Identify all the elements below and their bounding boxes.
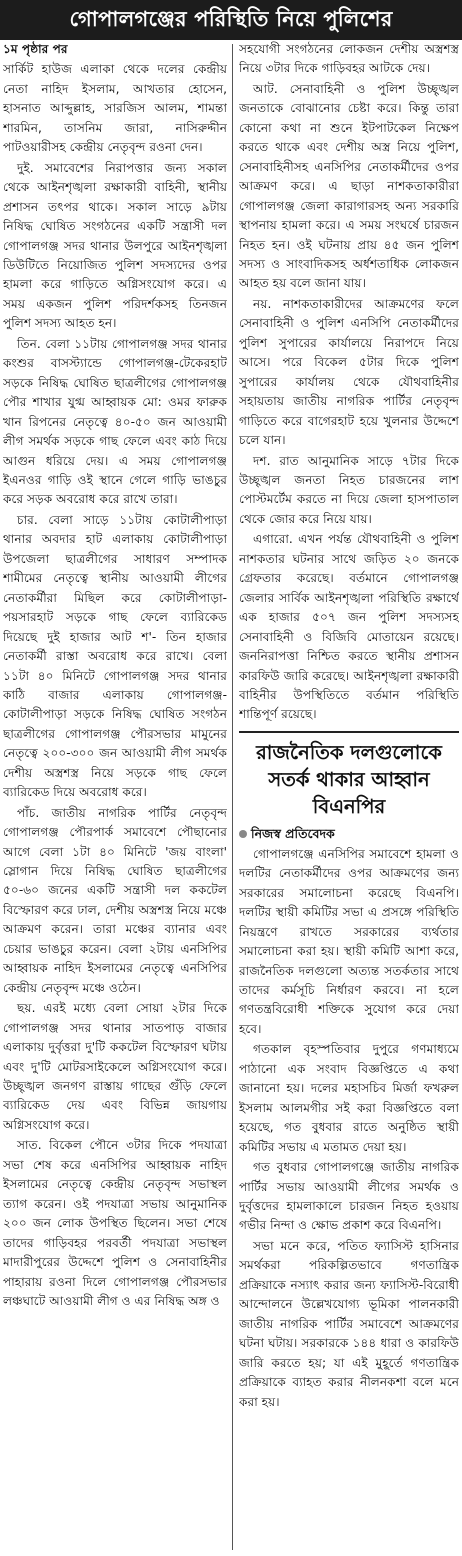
article-paragraph: তিন. বেলা ১১টায় গোপালগঞ্জ সদর থানার কংশুর বাসস্ট্যান্ডে গোপালগঞ্জ-টেকেরহাট সড়কে নিষিদ্ধ ঘোষিত ছাত্রলীগের গোপালগঞ্জ পৌর শাখার যুগ্ম আহ্বায়ক মো: ওমর ফারুক খান রিপনের নেতৃত্বে ৪০-৫০ জন আওয়ামী লীগ সমর্থক সড়কে গাছ ফেলে এবং কাঠ দিয়ে আগুন ধরিয়ে দেয়। এ সময় গোপালগঞ্জ ইএনওর গাড়ি ওই স্থানে গেলে গাড়ি ভাঙচুর করে সড়ক অবরোধ করে রাখে তারা।: [3, 336, 227, 507]
article-paragraph: গতকাল বৃহস্পতিবার দুপুরে গণমাধ্যমে পাঠানো এক সংবাদ বিজ্ঞপ্তিতে এ কথা জানানো হয়। দলের মহাসচিব মির্জা ফখরুল ইসলাম আলমগীর সই করা বিজ্ঞপ্তিতে বলা হয়েছে, গত বুধবার রাতে অনুষ্ঠিত স্থায়ী কমিটির সভায় এ মতামত দেয়া হয়।: [239, 1042, 459, 1154]
article-paragraph: গত বুধবার গোপালগঞ্জে জাতীয় নাগরিক পার্টির সভায় আওয়ামী লীগের সমর্থক ও দুর্বৃত্তদের হামলাকালে চারজন নিহত হওয়ায় গভীর নিন্দা ও ক্ষোভ প্রকাশ করে বিএনপি।: [239, 1160, 459, 1233]
bullet-icon: [239, 830, 247, 838]
column-divider: [232, 44, 233, 1550]
article-paragraph: আট. সেনাবাহিনী ও পুলিশ উচ্ছৃঙ্খল জনতাকে বোঝানোর চেষ্টা করে। কিন্তু তারা কোনো কথা না শুনে ইটপাটকেল নিক্ষেপ করতে থাকে এবং দেশীয় অস্ত্র নিয়ে পুলিশ, সেনাবাহিনীসহ এনসিপির নেতাকর্মীদের ওপর আক্রমণ করে। এ ছাড়া নাশকতাকারীরা গোপালগঞ্জ জেলা কারাগারসহ অন্য সরকারি স্থাপনায় হামলা করে। এ সময় সংঘর্ষে চারজন নিহত হন। ওই ঘটনায় প্রায় ৪৫ জন পুলিশ সদস্য ও সাংবাদিকসহ অর্ধশতাধিক লোকজন আহত হয় বলে জানা যায়।: [239, 81, 459, 291]
reporter-byline: [239, 824, 459, 844]
second-story-headline: রাজনৈতিক দলগুলোকে সতর্ক থাকার আহ্বান বিএনপির: [256, 740, 442, 818]
article-paragraph: গোপালগঞ্জে এনসিপির সমাবেশে হামলা ও দলটির নেতাকর্মীদের ওপর আক্রমণের জন্য সরকারের সমালোচনা করেছে বিএনপি। দলটির স্থায়ী কমিটির সভা এ প্রসঙ্গে পরিস্থিতি নিয়ন্ত্রণে রাখতে সরকারের ব্যর্থতার সমালোচনা করা হয়। স্থায়ী কমিটি আশা করে, রাজনৈতিক দলগুলো অত্যন্ত সতর্কতার সাথে তাদের কর্মসূচি নির্ধারণ করবে। না হলে গণতন্ত্রবিরোধী শক্তিকে সুযোগ করে দেয়া হবে।: [239, 846, 459, 1036]
article-paragraph: সাত. বিকেল পৌনে ৩টার দিকে পদযাত্রা সভা শেষ করে এনসিপির আহ্বায়ক নাহিদ ইসলামের নেতৃত্বে কেন্দ্রীয় নেতৃবৃন্দ সভাস্থল ত্যাগ করেন। ওই পদযাত্রা সভায় আনুমানিক ২০০ জন লোক উপস্থিত ছিলেন। সভা শেষে তাদের গাড়িবহর পরবর্তী পদযাত্রা সভাস্থল মাদারীপুরের উদ্দেশে পুলিশ ও সেনাবাহিনীর পাহারায় রওনা দিলে গোপালগঞ্জ পৌরসভার লঞ্চঘাটে আওয়ামী লীগ ও এর নিষিদ্ধ অঙ্গ ও: [3, 1138, 227, 1308]
article-paragraph: এগারো. এখন পর্যন্ত যৌথবাহিনী ও পুলিশ নাশকতার ঘটনার সাথে জড়িত ২০ জনকে গ্রেফতার করেছে। বর্তমানে গোপালগঞ্জ জেলার সার্বিক আইনশৃঙ্খলা পরিস্থিতি রক্ষার্থে এক হাজার ৫০৭ জন পুলিশ সদস্যসহ সেনাবাহিনী ও বিজিবি মোতায়েন রয়েছে। জননিরাপত্তা নিশ্চিত করতে স্থানীয় প্রশাসন কারফিউ জারি করেছে। আইনশৃঙ্খলা রক্ষাকারী বাহিনীর উপস্থিতিতে বর্তমান পরিস্থিতি শান্তিপূর্ণ রয়েছে।: [239, 532, 459, 722]
article-paragraph: সভা মনে করে, পতিত ফ্যাসিস্ট হাসিনার সমর্থকরা পরিকল্পিতভাবে গণতান্ত্রিক প্রক্রিয়াকে নস্যাৎ করার জন্য ফ্যাসিস্ট-বিরোধী আন্দোলনে উল্লেখযোগ্য ভূমিকা পালনকারী জাতীয় নাগরিক পার্টির সমাবেশে আক্রমণের ঘটনা ঘটায়। সরকারকে ১৪৪ ধারা ও কারফিউ জারি করতে হয়; যা এই মুহূর্তে গণতান্ত্রিক প্রক্রিয়াকে ব্যাহত করার নীলনকশা বলে মনে করা হয়।: [239, 1238, 459, 1409]
right-column: [239, 40, 459, 1554]
article-paragraph: পাঁচ. জাতীয় নাগরিক পার্টির নেতৃবৃন্দ গোপালগঞ্জ পৌরপার্ক সমাবেশে পৌছানোর আগে বেলা ১টা ৪০ মিনিটে 'জয় বাংলা' স্লোগান দিয়ে নিষিদ্ধ ঘোষিত ছাত্রলীগের ৫০-৬০ জনের একটি সন্ত্রাসী দল ককটেল বিস্ফোরণ করে ঢাল, দেশীয় অস্ত্রশস্ত্র নিয়ে মঞ্চে আক্রমণ করেন। তারা মঞ্চের ব্যানার এবং চেয়ার ভাঙচুর করেন। বেলা ২টায় এনসিপির আহ্বায়ক নাহিদ ইসলামের নেতৃত্বে এনসিপির কেন্দ্রীয় নেতৃবৃন্দ মঞ্চে ওঠেন।: [3, 805, 227, 995]
left-column: [3, 40, 227, 1554]
article-paragraph: নয়. নাশকতাকারীদের আক্রমণের ফলে সেনাবাহিনী ও পুলিশ এনসিপি নেতাকর্মীদের পুলিশ সুপারের কার্যালয়ে নিরাপদে নিয়ে আসে। পরে বিকেল ৫টার দিকে পুলিশ সুপারের কার্যালয় থেকে যৌথবাহিনীর সহায়তায় জাতীয় নাগরিক পার্টির নেতৃবৃন্দ গাড়িতে করে বাগেরহাট হয়ে খুলনার উদ্দেশে চলে যান।: [239, 296, 459, 448]
headline: গোপালগঞ্জের পরিস্থিতি নিয়ে পুলিশের: [0, 0, 462, 40]
article-paragraph: সার্কিট হাউজ এলাকা থেকে দলের কেন্দ্রীয় নেতা নাহিদ ইসলাম, আখতার হোসেন, হাসনাত আব্দুল্লাহ, সারজিস আলম, শামন্তা শারমিন, তাসনিম জারা, নাসিরুদ্দীন পাটওয়ারীসহ কেন্দ্রীয় নেতৃবৃন্দ রওনা দেন।: [3, 62, 227, 155]
article-paragraph: দুই. সমাবেশের নিরাপত্তার জন্য সকাল থেকে আইনশৃঙ্খলা রক্ষাকারী বাহিনী, স্থানীয় প্রশাসন তৎপর থাকে। সকাল সাড়ে ৯টায় নিষিদ্ধ ঘোষিত সংগঠনের একটি সন্ত্রাসী দল গোপালগঞ্জ সদর থানার উলপুরে আইনশৃঙ্খলা ডিউটিতে নিয়োজিত পুলিশ সদস্যদের ওপর হামলা করে গাড়িতে অগ্নিসংযোগ করে। এ সময় একজন পুলিশ পরিদর্শকসহ তিনজন পুলিশ সদস্য আহত হন।: [3, 160, 227, 331]
section-divider: [239, 731, 459, 733]
article-paragraph: সহযোগী সংগঠনের লোকজন দেশীয় অস্ত্রশস্ত্র নিয়ে ৩টার দিকে গাড়িবহর আটকে দেয়।: [239, 42, 459, 76]
reporter-name: নিজস্ব প্রতিবেদক: [251, 825, 335, 841]
continued-label: ১ম পৃষ্ঠার পর: [3, 42, 68, 56]
article-paragraph: দশ. রাত আনুমানিক সাড়ে ৭টার দিকে উচ্ছৃঙ্খল জনতা নিহত চারজনের লাশ পোস্টমর্টেম করতে না দিয়ে জেলা হাসপাতাল থেকে জোর করে নিয়ে যায়।: [239, 453, 459, 526]
article-paragraph: চার. বেলা সাড়ে ১১টায় কোটালীপাড়া থানার অবদার হাট এলাকায় কোটালীপাড়া উপজেলা ছাত্রলীগের সাধারণ সম্পাদক শামীমের নেতৃত্বে স্থানীয় আওয়ামী লীগের নেতাকর্মীরা মিছিল করে কোটালীপাড়া-পয়সারহাট সড়কে গাছ ফেলে ব্যারিকেড দিয়েছে দুই হাজার আট শ'- তিন হাজার নেতাকর্মী রাস্তা অবরোধ করে রাখে। বেলা ১১টা ৪০ মিনিটে গোপালগঞ্জ সদর থানার কাঠি বাজার এলাকায় গোপালগঞ্জ-কোটালীপাড়া সড়কে নিষিদ্ধ ঘোষিত সংগঠন ছাত্রলীগের গোপালগঞ্জ পৌরসভার মামুনের নেতৃত্বে ২০০-৩০০ জন আওয়ামী লীগ সমর্থক দেশীয় অস্ত্রশস্ত্র নিয়ে সড়কে গাছ ফেলে ব্যারিকেড দিয়ে অবরোধ করে।: [3, 512, 227, 800]
article-paragraph: ছয়. এরই মধ্যে বেলা সোয়া ২টার দিকে গোপালগঞ্জ সদর থানার সাতপাড় বাজার এলাকায় দুর্বৃত্তরা দু'টি ককটেল বিস্ফোরণ ঘটায় এবং দু'টি মোটরসাইকেলে অগ্নিসংযোগ করে। উচ্ছৃঙ্খল জনগণ রাস্তায় গাছের গুঁড়ি ফেলে ব্যারিকেড দেয় এবং বিভিন্ন জায়গায় অগ্নিসংযোগ করে।: [3, 1001, 227, 1132]
